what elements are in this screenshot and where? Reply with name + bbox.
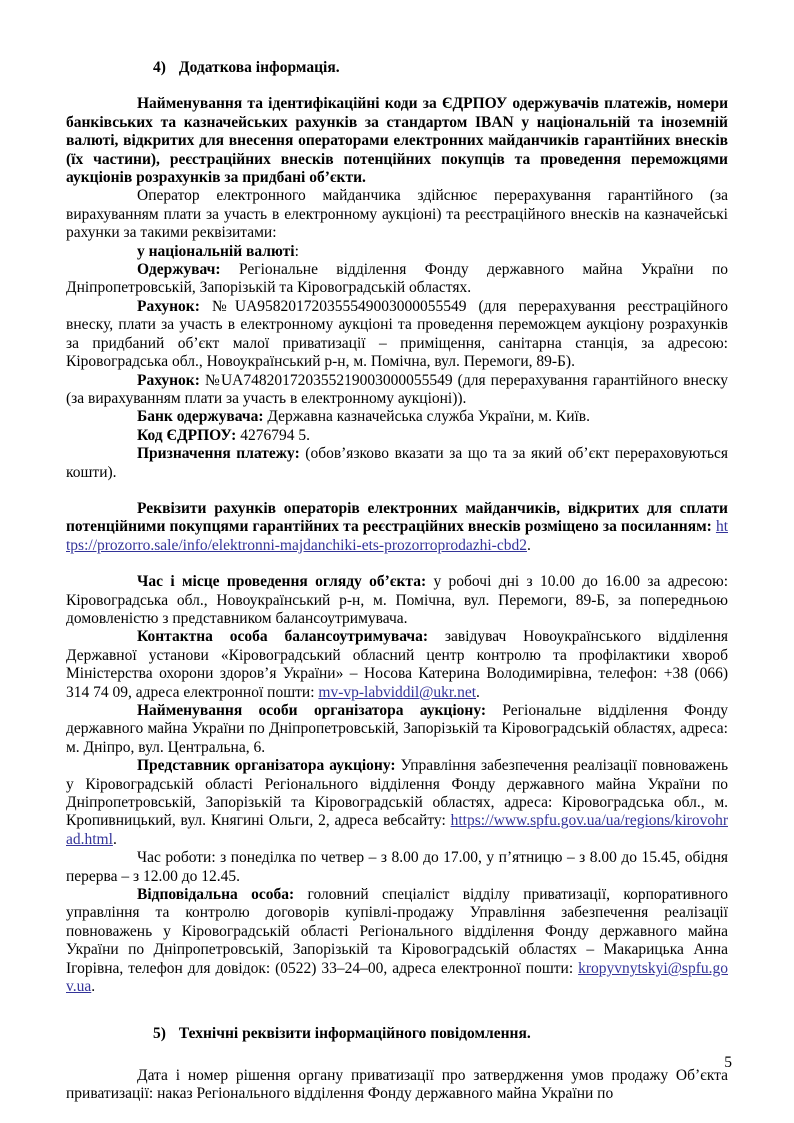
intro-text: Найменування та ідентифікаційні коди за ЄДРПОУ одержувачів платежів, номери банківських та казначейських рахунків за стандартом IBAN у національній та іноземній валюті, відкритих для внесення операторами електронних майданчиків гарантійних внесків (їх частини), реєстраційних внесків потенційних покупців та проведення переможцями аукціонів розрахунків за придбані об’єкти. — [66, 95, 728, 187]
requisites-period: . — [526, 536, 531, 554]
edrpou-line — [66, 427, 728, 445]
section-5-heading — [66, 1025, 728, 1043]
account-2-text: №UA748201720355219003000055549 (для перерахування гарантійного внеску (за вирахуванням плати за участь в електронному аукціоні)). — [66, 371, 728, 407]
decision-text: Дата і номер рішення органу приватизації про затвердження умов продажу Об’єкта приватизації: наказ Регіонального відділення Фонду державного майна України по — [66, 1066, 728, 1103]
inspection-text: у робочі дні з 10.00 до 16.00 за адресою: Кіровоградська обл., Новоукраїнський р-н, м. Помічна, вул. Перемоги, 89-Б, за попередньою домовленістю з представником балансоутримувача. — [66, 573, 728, 627]
organizer-label: Найменування особи організатора аукціону: — [137, 702, 487, 719]
document-body — [66, 59, 728, 1104]
inspection-label: Час і місце проведення огляду об’єкта: — [137, 573, 427, 591]
receiver-text: Регіональне відділення Фонду державного майна України по Дніпропетровській, Запорізькій та Кіровоградській областях. — [66, 261, 729, 297]
representative-paragraph — [66, 757, 728, 849]
working-hours-text: Час роботи: з понеділка по четвер – з 8.00 до 17.00, у п’ятницю – з 8.00 до 15.45, обідня перерва – з 12.00 до 12.45. — [66, 849, 728, 885]
requisites-paragraph — [66, 500, 728, 555]
operator-paragraph — [66, 187, 728, 242]
account-2-line — [66, 372, 728, 409]
account-1-line — [66, 298, 728, 372]
payment-purpose-label: Призначення платежу: — [137, 445, 300, 463]
responsible-person-text: головний спеціаліст відділу приватизації, корпоративного управління та контролю договорів купівлі-продажу Управління забезпечення реалізації повноважень у Кіровоградській області Регіонального відділення Фонду державного майна України по Дніпропетровській, Запорізькій та Кіровоградській областях – Макарицька Анна Ігорівна, телефон для довідок: (0522) 33–24–00, адреса електронної пошти: — [66, 886, 728, 977]
decision-paragraph — [66, 1067, 728, 1104]
contact-email-link[interactable]: mv-vp-labviddil@ukr.net — [318, 683, 477, 701]
account-1-text: №UA958201720355549003000055549 (для перерахування реєстраційного внеску, плати за участь в електронному аукціоні та проведення переможцем аукціону розрахунків за придбаний об’єкт малої приватизації – приміщення, санітарна станція, за адресою: Кіровоградська обл., Новоукраїнський р-н, м. Помічна, вул. Перемоги, 89-Б). — [66, 297, 728, 371]
section-5-title: Технічні реквізити інформаційного повідомлення. — [178, 1024, 531, 1042]
section-4-heading — [66, 59, 728, 77]
receiver-line — [66, 261, 728, 298]
account-1-label: Рахунок: — [137, 297, 200, 315]
working-hours-paragraph — [66, 849, 728, 886]
responsible-person-label: Відповідальна особа: — [137, 886, 295, 904]
requisites-text: Реквізити рахунків операторів електронних майданчиків, відкритих для сплати потенційними покупцями гарантійних та реєстраційних внесків розміщено за посиланням: — [66, 499, 728, 536]
representative-text: Управління забезпечення реалізації повноважень у Кіровоградській області Регіонального відділення Фонду державного майна України по Дніпропетровській, Запорізькій та Кіровоградській областях, адреса: Кіровоградська обл., м. Кропивницький, вул. Княгині Ольги, 2, адреса вебсайту: — [66, 757, 729, 830]
page-number: 5 — [724, 1054, 732, 1071]
representative-period: . — [112, 830, 117, 848]
receiver-label: Одержувач: — [137, 261, 221, 279]
contact-person-paragraph — [66, 628, 728, 702]
payment-purpose-line — [66, 445, 728, 482]
currency-label: у національній валюті — [137, 242, 295, 260]
responsible-person-paragraph — [66, 886, 728, 996]
organizer-paragraph — [66, 702, 728, 757]
contact-period: . — [476, 683, 480, 701]
section-4-number: 4) — [153, 59, 166, 76]
bank-text: Державна казначейська служба України, м. Київ. — [267, 408, 590, 426]
intro-paragraph — [66, 95, 728, 187]
bank-line — [66, 408, 728, 426]
spfu-website-link[interactable]: https://www.spfu.gov.ua/ua/regions/kirovohrad.html — [66, 812, 728, 848]
responsible-email-link[interactable]: kropyvnytskyi@spfu.gov.ua — [66, 959, 728, 996]
contact-person-label: Контактна особа балансоутримувача: — [137, 628, 429, 646]
edrpou-value: 4276794 5. — [240, 426, 310, 444]
operator-text: Оператор електронного майданчика здійснює перерахування гарантійного (за вирахуванням плати за участь в електронному аукціоні) та реєстраційного внесків на казначейські рахунки за такими реквізитами: — [66, 187, 728, 242]
payment-purpose-text: (обов’язково вказати за що та за який об’єкт перераховуються кошти). — [66, 445, 728, 481]
currency-line — [66, 243, 728, 261]
inspection-paragraph — [66, 573, 728, 628]
bank-label: Банк одержувача: — [137, 408, 264, 426]
responsible-period: . — [91, 978, 96, 996]
section-5-number: 5) — [153, 1024, 166, 1042]
account-2-label: Рахунок: — [137, 371, 200, 389]
representative-label: Представник організатора аукціону: — [137, 757, 396, 775]
currency-colon: : — [294, 242, 299, 260]
organizer-text: Регіональне відділення Фонду державного майна України по Дніпропетровській, Запорізькій та Кіровоградській областях, адреса: м. Дніпро, вул. Центральна, 6. — [66, 702, 728, 756]
contact-person-text: завідувач Новоукраїнського відділення Державної установи «Кіровоградський обласний центр контролю та профілактики хвороб Міністерства охорони здоров’я України» – Носова Катерина Володимирівна, телефон: +38 (066) 314 74 09, адреса електронної пошти: — [66, 628, 728, 701]
edrpou-label: Код ЄДРПОУ: — [137, 426, 237, 444]
prozorro-link[interactable]: https://prozorro.sale/info/elektronni-majdanchiki-ets-prozorroprodazhi-cbd2 — [66, 518, 728, 554]
section-4-title: Додаткова інформація. — [178, 59, 340, 76]
